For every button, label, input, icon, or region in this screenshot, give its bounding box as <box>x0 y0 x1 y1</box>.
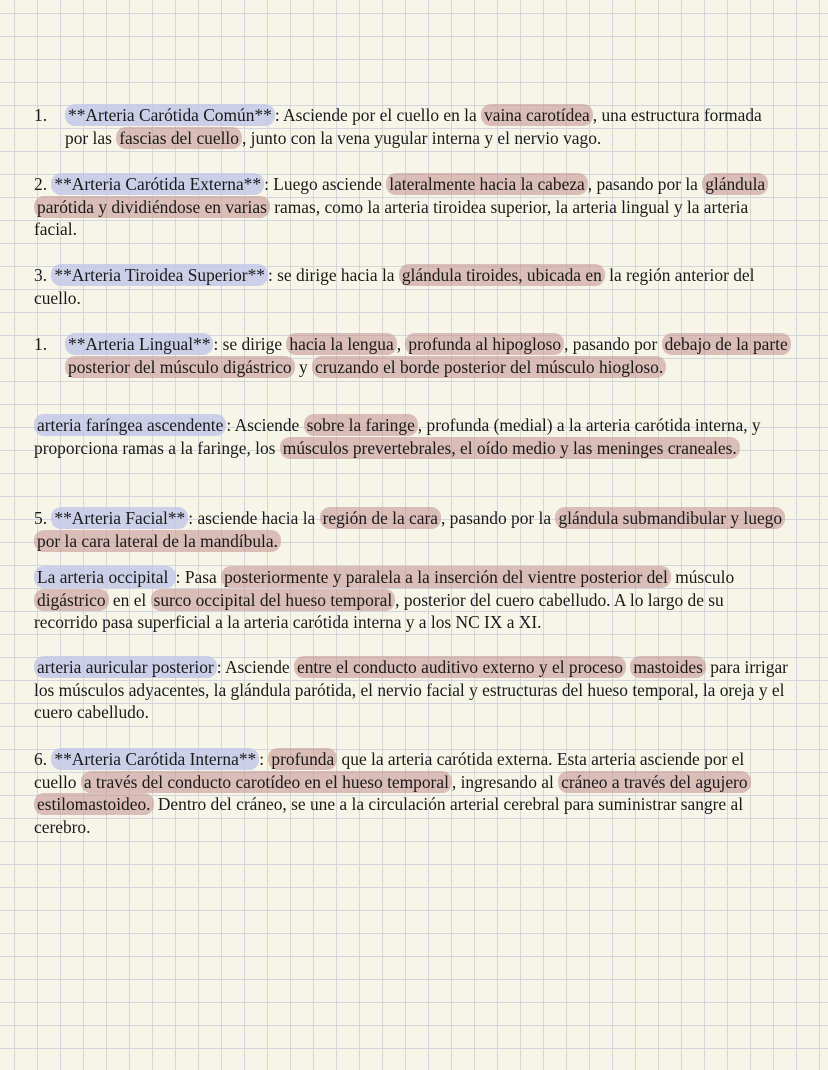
note-faringea-ascendente <box>34 414 788 459</box>
highlight-red: profunda <box>268 748 337 770</box>
highlight-red: a través del conducto carotídeo en el hueso temporal <box>81 771 452 793</box>
note-carotida-comun <box>34 104 788 149</box>
highlight-red: hacia la lengua <box>286 333 396 355</box>
highlight-red: surco occipital del hueso temporal <box>151 589 396 611</box>
highlight-red: lateralmente hacia la cabeza <box>386 173 588 195</box>
highlight-blue: **Arteria Carótida Interna** <box>51 748 259 770</box>
text-run: para irrigar los músculos adyacentes, la glándula parótida, el nervio facial y estructuras del hueso temporal, la oreja y el cuero cabelludo. <box>34 657 788 723</box>
note-occipital <box>34 566 788 634</box>
highlight-blue: **Arteria Carótida Externa** <box>51 173 264 195</box>
highlight-red: debajo de la parte posterior del músculo digástrico <box>65 333 791 378</box>
text-run: , junto con la vena yugular interna y el nervio vago. <box>241 127 602 148</box>
list-number: 1. <box>34 334 48 354</box>
highlight-red: vaina carotídea <box>481 104 593 126</box>
text-run: , ingresando al <box>451 771 559 792</box>
highlight-red: fascias del cuello <box>116 127 242 149</box>
highlight-red: mastoides <box>630 656 706 678</box>
text-run: : Luego asciende <box>264 174 387 194</box>
highlight-red: glándula parótida y dividiéndose en varias <box>34 173 768 218</box>
highlight-blue: arteria auricular posterior <box>34 656 217 678</box>
text-run: : asciende hacia la <box>188 508 320 528</box>
text-run: la región anterior del cuello. <box>34 265 755 308</box>
text-run: Dentro del cráneo, se une a la circulación arterial cerebral para suministrar sangre al cerebro. <box>34 794 744 837</box>
highlight-red: digástrico <box>34 589 109 611</box>
text-run: : Asciende <box>226 415 304 435</box>
highlight-red: entre el conducto auditivo externo y el proceso <box>294 656 626 678</box>
text-run: , posterior del cuero cabelludo. A lo largo de su recorrido pasa superficial a la arteria carótida interna y a los NC IX a XI. <box>34 589 724 633</box>
text-run: que la arteria carótida externa. Esta arteria asciende por el cuello <box>34 749 745 792</box>
text-run: : <box>259 749 269 769</box>
highlight-red: región de la cara <box>320 507 441 529</box>
text-run: : Pasa <box>175 567 222 587</box>
text-run: : Asciende <box>216 657 294 677</box>
text-run: : se dirige <box>213 334 287 354</box>
highlight-red: sobre la faringe <box>304 414 418 436</box>
note-carotida-externa <box>34 173 788 241</box>
text-run: en el <box>108 589 151 610</box>
text-run: , pasando por la <box>587 174 703 194</box>
text-run: : se dirige hacia la <box>267 265 399 285</box>
highlight-red: glándula submandibular y luego por la cara lateral de la mandíbula. <box>34 507 785 552</box>
note-auricular-posterior <box>34 656 788 724</box>
highlight-blue: **Arteria Lingual** <box>65 333 213 355</box>
text-run: , <box>396 334 406 354</box>
highlight-blue: La arteria occipital <box>34 566 176 588</box>
text-run: 3. <box>34 265 52 285</box>
note-lingual <box>34 333 788 378</box>
highlight-red: cráneo a través del agujero estilomastoideo. <box>34 771 751 816</box>
text-run: 5. <box>34 508 52 528</box>
text-run: 6. <box>34 749 52 769</box>
text-run: , pasando por la <box>440 508 556 528</box>
highlight-red: profunda al hipogloso <box>405 333 564 355</box>
highlight-blue: arteria faríngea ascendente <box>34 414 226 436</box>
note-carotida-interna <box>34 748 788 838</box>
highlight-blue: **Arteria Facial** <box>51 507 188 529</box>
text-run: 2. <box>34 174 52 194</box>
note-tiroidea-superior <box>34 264 788 309</box>
text-run: , pasando por <box>564 334 662 354</box>
text-run: , profunda (medial) a la arteria carótida interna, y proporciona ramas a la faringe, los <box>34 415 761 458</box>
text-run: , una estructura formada por las <box>65 105 762 148</box>
text-run: y <box>294 356 313 377</box>
highlight-red: glándula tiroides, ubicada en <box>399 264 605 286</box>
highlight-red: cruzando el borde posterior del músculo hiogloso. <box>312 356 666 378</box>
highlight-red: posteriormente y paralela a la inserción del vientre posterior del <box>221 566 671 588</box>
text-run: : Asciende por el cuello en la <box>274 105 482 125</box>
highlight-blue: **Arteria Tiroidea Superior** <box>51 264 268 286</box>
highlight-blue: **Arteria Carótida Común** <box>65 104 275 126</box>
note-facial <box>34 507 788 552</box>
text-run: músculo <box>670 567 735 587</box>
text-run: ramas, como la arteria tiroidea superior, la arteria lingual y la arteria facial. <box>34 196 749 240</box>
highlight-red: músculos prevertebrales, el oído medio y las meninges craneales. <box>280 437 740 459</box>
list-number: 1. <box>34 105 48 125</box>
